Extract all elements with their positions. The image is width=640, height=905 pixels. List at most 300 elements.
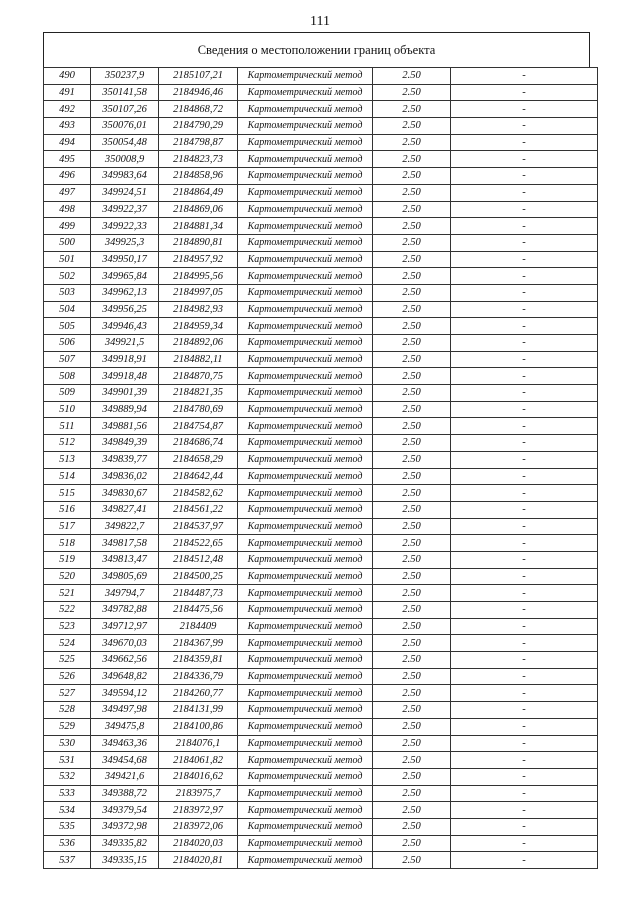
accuracy-cell: 2.50 (373, 652, 451, 669)
point-number-cell: 529 (44, 718, 91, 735)
y-coordinate-cell: 2184020,03 (159, 835, 238, 852)
table-row (44, 468, 598, 485)
description-cell: - (451, 251, 598, 268)
accuracy-cell: 2.50 (373, 84, 451, 101)
accuracy-cell: 2.50 (373, 752, 451, 769)
method-cell: Картометрический метод (238, 768, 373, 785)
description-cell: - (451, 201, 598, 218)
method-cell: Картометрический метод (238, 351, 373, 368)
method-cell: Картометрический метод (238, 234, 373, 251)
method-cell: Картометрический метод (238, 468, 373, 485)
table-row (44, 618, 598, 635)
x-coordinate-cell: 349946,43 (91, 318, 159, 335)
x-coordinate-cell: 349827,41 (91, 501, 159, 518)
accuracy-cell: 2.50 (373, 702, 451, 719)
x-coordinate-cell: 349839,77 (91, 451, 159, 468)
table-row (44, 318, 598, 335)
point-number-cell: 536 (44, 835, 91, 852)
method-cell: Картометрический метод (238, 702, 373, 719)
accuracy-cell: 2.50 (373, 68, 451, 85)
x-coordinate-cell: 349881,56 (91, 418, 159, 435)
x-coordinate-cell: 350054,48 (91, 134, 159, 151)
accuracy-cell: 2.50 (373, 201, 451, 218)
accuracy-cell: 2.50 (373, 501, 451, 518)
table-row (44, 234, 598, 251)
accuracy-cell: 2.50 (373, 151, 451, 168)
x-coordinate-cell: 349794,7 (91, 585, 159, 602)
x-coordinate-cell: 349497,98 (91, 702, 159, 719)
table-row (44, 201, 598, 218)
x-coordinate-cell: 349335,82 (91, 835, 159, 852)
accuracy-cell: 2.50 (373, 768, 451, 785)
method-cell: Картометрический метод (238, 418, 373, 435)
accuracy-cell: 2.50 (373, 368, 451, 385)
description-cell: - (451, 685, 598, 702)
description-cell: - (451, 451, 598, 468)
point-number-cell: 494 (44, 134, 91, 151)
method-cell: Картометрический метод (238, 335, 373, 352)
accuracy-cell: 2.50 (373, 485, 451, 502)
x-coordinate-cell: 349965,84 (91, 268, 159, 285)
method-cell: Картометрический метод (238, 318, 373, 335)
x-coordinate-cell: 349922,37 (91, 201, 159, 218)
accuracy-cell: 2.50 (373, 218, 451, 235)
accuracy-cell: 2.50 (373, 318, 451, 335)
description-cell: - (451, 301, 598, 318)
y-coordinate-cell: 2184367,99 (159, 635, 238, 652)
method-cell: Картометрический метод (238, 802, 373, 819)
accuracy-cell: 2.50 (373, 668, 451, 685)
x-coordinate-cell: 349475,8 (91, 718, 159, 735)
y-coordinate-cell: 2184359,81 (159, 652, 238, 669)
point-number-cell: 499 (44, 218, 91, 235)
accuracy-cell: 2.50 (373, 852, 451, 869)
point-number-cell: 510 (44, 401, 91, 418)
table-row (44, 118, 598, 135)
method-cell: Картометрический метод (238, 368, 373, 385)
table-row (44, 635, 598, 652)
method-cell: Картометрический метод (238, 535, 373, 552)
accuracy-cell: 2.50 (373, 685, 451, 702)
description-cell: - (451, 752, 598, 769)
method-cell: Картометрический метод (238, 68, 373, 85)
method-cell: Картометрический метод (238, 118, 373, 135)
y-coordinate-cell: 2184780,69 (159, 401, 238, 418)
y-coordinate-cell: 2184475,56 (159, 602, 238, 619)
table-row (44, 451, 598, 468)
description-cell: - (451, 518, 598, 535)
point-number-cell: 501 (44, 251, 91, 268)
point-number-cell: 534 (44, 802, 91, 819)
accuracy-cell: 2.50 (373, 568, 451, 585)
table-row (44, 568, 598, 585)
method-cell: Картометрический метод (238, 735, 373, 752)
accuracy-cell: 2.50 (373, 184, 451, 201)
description-cell: - (451, 168, 598, 185)
accuracy-cell: 2.50 (373, 535, 451, 552)
x-coordinate-cell: 349813,47 (91, 551, 159, 568)
accuracy-cell: 2.50 (373, 468, 451, 485)
point-number-cell: 491 (44, 84, 91, 101)
y-coordinate-cell: 2184823,73 (159, 151, 238, 168)
point-number-cell: 531 (44, 752, 91, 769)
method-cell: Картометрический метод (238, 585, 373, 602)
x-coordinate-cell: 349950,17 (91, 251, 159, 268)
x-coordinate-cell: 349921,5 (91, 335, 159, 352)
method-cell: Картометрический метод (238, 602, 373, 619)
method-cell: Картометрический метод (238, 201, 373, 218)
x-coordinate-cell: 349712,97 (91, 618, 159, 635)
accuracy-cell: 2.50 (373, 551, 451, 568)
y-coordinate-cell: 2184487,73 (159, 585, 238, 602)
table-row (44, 818, 598, 835)
y-coordinate-cell: 2184131,99 (159, 702, 238, 719)
point-number-cell: 490 (44, 68, 91, 85)
table-row (44, 718, 598, 735)
method-cell: Картометрический метод (238, 218, 373, 235)
point-number-cell: 497 (44, 184, 91, 201)
x-coordinate-cell: 349421,6 (91, 768, 159, 785)
table-row (44, 435, 598, 452)
x-coordinate-cell: 349379,54 (91, 802, 159, 819)
x-coordinate-cell: 349805,69 (91, 568, 159, 585)
table-row (44, 68, 598, 85)
accuracy-cell: 2.50 (373, 101, 451, 118)
y-coordinate-cell: 2184409 (159, 618, 238, 635)
method-cell: Картометрический метод (238, 435, 373, 452)
table-row (44, 802, 598, 819)
method-cell: Картометрический метод (238, 301, 373, 318)
y-coordinate-cell: 2185107,21 (159, 68, 238, 85)
x-coordinate-cell: 349836,02 (91, 468, 159, 485)
table-row (44, 284, 598, 301)
y-coordinate-cell: 2184020,81 (159, 852, 238, 869)
description-cell: - (451, 351, 598, 368)
method-cell: Картометрический метод (238, 785, 373, 802)
point-number-cell: 519 (44, 551, 91, 568)
description-cell: - (451, 768, 598, 785)
accuracy-cell: 2.50 (373, 301, 451, 318)
x-coordinate-cell: 350008,9 (91, 151, 159, 168)
y-coordinate-cell: 2184582,62 (159, 485, 238, 502)
y-coordinate-cell: 2184959,34 (159, 318, 238, 335)
point-number-cell: 500 (44, 234, 91, 251)
point-number-cell: 526 (44, 668, 91, 685)
description-cell: - (451, 535, 598, 552)
point-number-cell: 522 (44, 602, 91, 619)
description-cell: - (451, 635, 598, 652)
y-coordinate-cell: 2184997,05 (159, 284, 238, 301)
table-row (44, 401, 598, 418)
y-coordinate-cell: 2184642,44 (159, 468, 238, 485)
accuracy-cell: 2.50 (373, 435, 451, 452)
method-cell: Картометрический метод (238, 568, 373, 585)
description-cell: - (451, 284, 598, 301)
y-coordinate-cell: 2184890,81 (159, 234, 238, 251)
description-cell: - (451, 268, 598, 285)
x-coordinate-cell: 349335,15 (91, 852, 159, 869)
table-row (44, 535, 598, 552)
point-number-cell: 521 (44, 585, 91, 602)
point-number-cell: 493 (44, 118, 91, 135)
point-number-cell: 509 (44, 385, 91, 402)
y-coordinate-cell: 2184260,77 (159, 685, 238, 702)
method-cell: Картометрический метод (238, 618, 373, 635)
x-coordinate-cell: 349925,3 (91, 234, 159, 251)
table-row (44, 101, 598, 118)
y-coordinate-cell: 2184500,25 (159, 568, 238, 585)
point-number-cell: 506 (44, 335, 91, 352)
point-number-cell: 503 (44, 284, 91, 301)
point-number-cell: 512 (44, 435, 91, 452)
y-coordinate-cell: 2184869,06 (159, 201, 238, 218)
x-coordinate-cell: 349918,48 (91, 368, 159, 385)
y-coordinate-cell: 2184658,29 (159, 451, 238, 468)
table-row (44, 685, 598, 702)
accuracy-cell: 2.50 (373, 268, 451, 285)
x-coordinate-cell: 349388,72 (91, 785, 159, 802)
point-number-cell: 498 (44, 201, 91, 218)
x-coordinate-cell: 350141,58 (91, 84, 159, 101)
point-number-cell: 528 (44, 702, 91, 719)
table-row (44, 485, 598, 502)
x-coordinate-cell: 350107,26 (91, 101, 159, 118)
table-title: Сведения о местоположении границ объекта (43, 32, 590, 67)
point-number-cell: 508 (44, 368, 91, 385)
x-coordinate-cell: 349594,12 (91, 685, 159, 702)
method-cell: Картометрический метод (238, 718, 373, 735)
x-coordinate-cell: 349670,03 (91, 635, 159, 652)
table-row (44, 368, 598, 385)
y-coordinate-cell: 2184957,92 (159, 251, 238, 268)
description-cell: - (451, 818, 598, 835)
y-coordinate-cell: 2184798,87 (159, 134, 238, 151)
description-cell: - (451, 852, 598, 869)
accuracy-cell: 2.50 (373, 451, 451, 468)
x-coordinate-cell: 349956,25 (91, 301, 159, 318)
y-coordinate-cell: 2183972,06 (159, 818, 238, 835)
table-row (44, 351, 598, 368)
table-row (44, 301, 598, 318)
method-cell: Картометрический метод (238, 134, 373, 151)
y-coordinate-cell: 2184512,48 (159, 551, 238, 568)
point-number-cell: 511 (44, 418, 91, 435)
accuracy-cell: 2.50 (373, 718, 451, 735)
description-cell: - (451, 568, 598, 585)
y-coordinate-cell: 2184076,1 (159, 735, 238, 752)
description-cell: - (451, 101, 598, 118)
description-cell: - (451, 785, 598, 802)
method-cell: Картометрический метод (238, 818, 373, 835)
description-cell: - (451, 668, 598, 685)
description-cell: - (451, 501, 598, 518)
point-number-cell: 502 (44, 268, 91, 285)
point-number-cell: 507 (44, 351, 91, 368)
description-cell: - (451, 151, 598, 168)
point-number-cell: 518 (44, 535, 91, 552)
table-row (44, 268, 598, 285)
description-cell: - (451, 702, 598, 719)
y-coordinate-cell: 2184858,96 (159, 168, 238, 185)
accuracy-cell: 2.50 (373, 335, 451, 352)
description-cell: - (451, 835, 598, 852)
method-cell: Картометрический метод (238, 551, 373, 568)
point-number-cell: 515 (44, 485, 91, 502)
x-coordinate-cell: 349918,91 (91, 351, 159, 368)
y-coordinate-cell: 2184864,49 (159, 184, 238, 201)
method-cell: Картометрический метод (238, 151, 373, 168)
method-cell: Картометрический метод (238, 385, 373, 402)
table-row (44, 768, 598, 785)
table-row (44, 785, 598, 802)
method-cell: Картометрический метод (238, 635, 373, 652)
x-coordinate-cell: 349463,36 (91, 735, 159, 752)
y-coordinate-cell: 2184892,06 (159, 335, 238, 352)
accuracy-cell: 2.50 (373, 134, 451, 151)
point-number-cell: 532 (44, 768, 91, 785)
method-cell: Картометрический метод (238, 251, 373, 268)
table-row (44, 835, 598, 852)
x-coordinate-cell: 349454,68 (91, 752, 159, 769)
y-coordinate-cell: 2184946,46 (159, 84, 238, 101)
y-coordinate-cell: 2184686,74 (159, 435, 238, 452)
description-cell: - (451, 652, 598, 669)
table-row (44, 551, 598, 568)
accuracy-cell: 2.50 (373, 618, 451, 635)
x-coordinate-cell: 349782,88 (91, 602, 159, 619)
y-coordinate-cell: 2184561,22 (159, 501, 238, 518)
y-coordinate-cell: 2184821,35 (159, 385, 238, 402)
accuracy-cell: 2.50 (373, 351, 451, 368)
description-cell: - (451, 118, 598, 135)
x-coordinate-cell: 349817,58 (91, 535, 159, 552)
x-coordinate-cell: 349922,33 (91, 218, 159, 235)
point-number-cell: 514 (44, 468, 91, 485)
method-cell: Картометрический метод (238, 184, 373, 201)
y-coordinate-cell: 2184754,87 (159, 418, 238, 435)
method-cell: Картометрический метод (238, 668, 373, 685)
accuracy-cell: 2.50 (373, 818, 451, 835)
table-row (44, 501, 598, 518)
table-row (44, 585, 598, 602)
table-row (44, 385, 598, 402)
x-coordinate-cell: 349830,67 (91, 485, 159, 502)
x-coordinate-cell: 350237,9 (91, 68, 159, 85)
point-number-cell: 517 (44, 518, 91, 535)
x-coordinate-cell: 349849,39 (91, 435, 159, 452)
point-number-cell: 525 (44, 652, 91, 669)
description-cell: - (451, 218, 598, 235)
y-coordinate-cell: 2184336,79 (159, 668, 238, 685)
y-coordinate-cell: 2184982,93 (159, 301, 238, 318)
point-number-cell: 505 (44, 318, 91, 335)
description-cell: - (451, 134, 598, 151)
method-cell: Картометрический метод (238, 685, 373, 702)
point-number-cell: 520 (44, 568, 91, 585)
method-cell: Картометрический метод (238, 835, 373, 852)
method-cell: Картометрический метод (238, 101, 373, 118)
table-row (44, 702, 598, 719)
table-row (44, 418, 598, 435)
y-coordinate-cell: 2184790,29 (159, 118, 238, 135)
x-coordinate-cell: 349901,39 (91, 385, 159, 402)
description-cell: - (451, 602, 598, 619)
x-coordinate-cell: 349662,56 (91, 652, 159, 669)
y-coordinate-cell: 2184995,56 (159, 268, 238, 285)
description-cell: - (451, 468, 598, 485)
x-coordinate-cell: 349889,94 (91, 401, 159, 418)
description-cell: - (451, 318, 598, 335)
accuracy-cell: 2.50 (373, 284, 451, 301)
description-cell: - (451, 618, 598, 635)
table-row (44, 602, 598, 619)
point-number-cell: 533 (44, 785, 91, 802)
y-coordinate-cell: 2183975,7 (159, 785, 238, 802)
y-coordinate-cell: 2184868,72 (159, 101, 238, 118)
table-row (44, 335, 598, 352)
table-row (44, 852, 598, 869)
method-cell: Картометрический метод (238, 652, 373, 669)
description-cell: - (451, 68, 598, 85)
y-coordinate-cell: 2184881,34 (159, 218, 238, 235)
table-row (44, 652, 598, 669)
x-coordinate-cell: 349372,98 (91, 818, 159, 835)
method-cell: Картометрический метод (238, 268, 373, 285)
accuracy-cell: 2.50 (373, 401, 451, 418)
y-coordinate-cell: 2184100,86 (159, 718, 238, 735)
accuracy-cell: 2.50 (373, 168, 451, 185)
method-cell: Картометрический метод (238, 518, 373, 535)
point-number-cell: 492 (44, 101, 91, 118)
description-cell: - (451, 718, 598, 735)
point-number-cell: 495 (44, 151, 91, 168)
method-cell: Картометрический метод (238, 451, 373, 468)
accuracy-cell: 2.50 (373, 385, 451, 402)
description-cell: - (451, 401, 598, 418)
point-number-cell: 537 (44, 852, 91, 869)
x-coordinate-cell: 350076,01 (91, 118, 159, 135)
description-cell: - (451, 551, 598, 568)
accuracy-cell: 2.50 (373, 835, 451, 852)
x-coordinate-cell: 349983,64 (91, 168, 159, 185)
boundary-table-frame (43, 32, 590, 869)
accuracy-cell: 2.50 (373, 602, 451, 619)
description-cell: - (451, 184, 598, 201)
point-number-cell: 513 (44, 451, 91, 468)
method-cell: Картометрический метод (238, 501, 373, 518)
y-coordinate-cell: 2183972,97 (159, 802, 238, 819)
y-coordinate-cell: 2184882,11 (159, 351, 238, 368)
description-cell: - (451, 802, 598, 819)
point-number-cell: 535 (44, 818, 91, 835)
accuracy-cell: 2.50 (373, 785, 451, 802)
point-number-cell: 523 (44, 618, 91, 635)
accuracy-cell: 2.50 (373, 518, 451, 535)
description-cell: - (451, 485, 598, 502)
method-cell: Картометрический метод (238, 84, 373, 101)
description-cell: - (451, 368, 598, 385)
accuracy-cell: 2.50 (373, 802, 451, 819)
accuracy-cell: 2.50 (373, 635, 451, 652)
y-coordinate-cell: 2184522,65 (159, 535, 238, 552)
description-cell: - (451, 335, 598, 352)
coordinates-table (43, 67, 598, 869)
method-cell: Картометрический метод (238, 852, 373, 869)
description-cell: - (451, 435, 598, 452)
description-cell: - (451, 234, 598, 251)
y-coordinate-cell: 2184061,82 (159, 752, 238, 769)
x-coordinate-cell: 349924,51 (91, 184, 159, 201)
